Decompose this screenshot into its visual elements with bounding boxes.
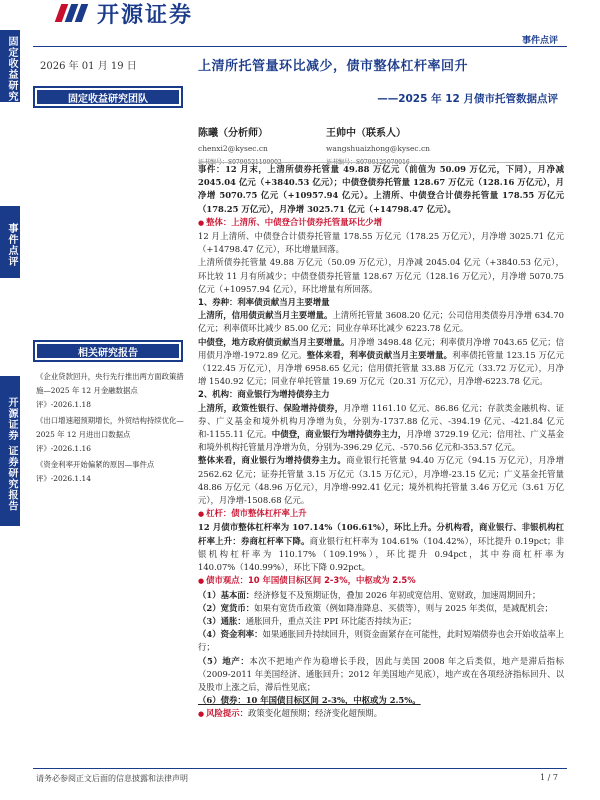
section-heading-leverage: ● 杠杆：债市整体杠杆率上升: [198, 507, 564, 521]
event-paragraph: 事件：12 月末，上清所债券托管量 49.88 万亿元（前值为 50.09 万亿元，下同），月净减 2045.04 亿元（+3840.53 亿元）；中债登债券托管量 128.67 万亿元（128.16 万亿元），月净增 5070.75 亿元（+10957.94 亿元）。上清所、中债登合计债券托管量 178.55 万亿元（178.25 万亿元），月净增 3025.71 亿元（+14798.47 亿元）。: [198, 164, 564, 214]
subsection-heading-institution: 2、机构：商业银行为增持债券主力: [198, 389, 330, 400]
team-badge: 固定收益研究团队: [33, 86, 183, 108]
page-subtitle: ——2025 年 12 月债市托管数据点评: [377, 93, 558, 105]
view-item: （1）基本面：经济修复不及预期证伪，叠加 2026 年初或宽信用、宽财政，加速周期回升；: [198, 589, 541, 600]
report-type-label: 事件点评: [521, 36, 558, 46]
author-block: [198, 124, 562, 164]
author-email[interactable]: chenxi2@kysec.cn: [198, 144, 268, 153]
view-item: （5）地产：本次不把地产作为稳增长手段，因此与美国 2008 年之后类似，地产是滞后指标（2009-2011 年美国经济、通胀回升；2012 年美国地产见底），地产或在各项经济指标回升、以及股市上涨之后，滞后性见底；: [198, 655, 564, 692]
brand-logo-icon: [55, 2, 91, 24]
page-title: 上清所托管量环比减少，债市整体杠杆率回升: [198, 59, 469, 74]
paragraph: 上清所，政策性银行、保险增持债券，月净增 1161.10 亿元、86.86 亿元；存款类金融机构、证券、广义基金和境外机构月净增为负，分别为-1737.88 亿元、-394.19 亿元、-421.84 亿元和-1155.11 亿元。中债登，商业银行为增持债券主力，月净增 3729.19 亿元；信用社、广义基金和境外机构托管量月净增为负，分别为-396.29 亿元、-570.56 亿元和-353.57 亿元。: [198, 402, 565, 453]
report-body: [198, 163, 564, 722]
side-band-event: 事件点评: [0, 206, 20, 278]
paragraph: 上清所债券托管量 49.88 万亿元（50.09 万亿元），月净减 2045.04 亿元（+3840.53 亿元），环比较 11 月有所减少；中债登债券托管量 128.67 万亿元（128.16 万亿元），月净增 5070.75 亿元（+10957.94 亿元），环比增量有所回落。: [198, 257, 564, 294]
paragraph: 12 月债市整体杠杆率为 107.14%（106.61%），环比上升。分机构看，商业银行、非银机构杠杆率上升：券商杠杆率下降。商业银行杠杆率为 104.61%（104.42%），环比提升 0.19pct；非银机构杠杆率为 110.17%（109.19%），环比提升 0.94pct，其中券商杠杆率为 140.07%（140.99%），环比下降 0.92pct。: [198, 522, 565, 573]
page-number: 1 / 7: [540, 773, 558, 782]
bottom-divider: [33, 768, 567, 769]
side-band-firm: 开源证券 证券研究报告: [0, 376, 20, 526]
top-divider: [33, 46, 567, 47]
paragraph: 12 月上清所、中债登合计债券托管量 178.55 万亿元（178.25 万亿元），月净增 3025.71 亿元（+14798.47 亿元），环比增量回落。: [198, 231, 564, 255]
risk-line: ● 风险提示：政策变化超预期；经济变化超预期。: [198, 707, 564, 721]
view-item: （3）通胀：通胀回升，重点关注 PPI 环比能否持续为正；: [198, 615, 417, 626]
related-report-link[interactable]: 《出口增速超预期增长，外贸结构持续优化—2025 年 12 月进出口数据点评》-2026.1.16: [36, 416, 184, 453]
view-item: （4）资金利率：如果通胀回升持续回升，则资金面紧存在可能性，此时短端债券也会开始收益率上行；: [198, 629, 565, 653]
related-reports-list: [36, 370, 184, 488]
side-band-research: 固定收益研究: [0, 30, 20, 102]
section-heading-view: ● 债市观点：10 年国债目标区间 2-3%，中枢或为 2.5%: [198, 574, 564, 588]
related-report-link[interactable]: 《资金利率开始偏紧的原因—事件点评》-2026.1.14: [36, 460, 155, 483]
view-item-bond: （6）债券：10 年国债目标区间 2-3%，中枢或为 2.5%。: [198, 695, 421, 706]
author-name: 王帅中（联系人）: [326, 128, 406, 139]
view-item: （2）宽货币：如果有宽货币政策（例如降准降息、买债等），则与 2025 年类似，是减配机会；: [198, 602, 553, 613]
section-heading-overall: ● 整体：上清所、中债登合计债券托管量环比少增: [198, 216, 564, 230]
author-email[interactable]: wangshuaizhong@kysec.cn: [326, 144, 431, 153]
related-report-link[interactable]: 《企业贷款回升，央行先行推出两方面政策措施—2025 年 12 月金融数据点评》-2026.1.18: [36, 372, 184, 409]
brand-logo: [55, 0, 255, 26]
footer-disclaimer: 请务必参阅正文后面的信息披露和法律声明: [36, 774, 188, 783]
subsection-heading-bond-type: 1、券种：利率债贡献当月主要增量: [198, 297, 330, 308]
paragraph: 中债登，地方政府债贡献当月主要增量。月净增 3498.48 亿元；利率债月净增 7043.65 亿元；信用债月净增-1972.89 亿元。整体来看，利率债贡献当月主要增量。利率债托管量 123.15 万亿元（122.45 万亿元），月净增 6958.65 亿元；信用债托管量 33.88 万亿元（33.72 万亿元），月净增 1540.92 亿元；同业存单托管量 19.69 万亿元（20.31 万亿元），月净增-6223.78 亿元。: [198, 336, 565, 387]
author-card: [326, 124, 506, 166]
report-date: 2026 年 01 月 19 日: [40, 61, 137, 72]
paragraph: 上清所，信用债贡献当月主要增量。上清所托管量 3608.20 亿元；公司信用类债券月净增 634.70 亿元；利率债环比减少 85.00 亿元；同业存单环比减少 6223.78 亿元。: [198, 310, 564, 334]
related-reports-heading: 相关研究报告: [33, 340, 183, 362]
author-name: 陈曦（分析师）: [198, 128, 268, 139]
brand-name: 开源证券: [97, 2, 194, 28]
paragraph: 整体来看，商业银行为增持债券主力。商业银行托管量 94.40 万亿元（94.15 万亿元），月净增 2562.62 亿元；证券托管量 3.15 万亿元（3.15 万亿元），月净增-23.15 亿元；广义基金托管量 48.86 万亿元（48.96 万亿元），月净增-992.41 亿元；境外机构托管量 3.46 万亿元（3.61 万亿元），月净增-1508.68 亿元。: [198, 455, 564, 506]
